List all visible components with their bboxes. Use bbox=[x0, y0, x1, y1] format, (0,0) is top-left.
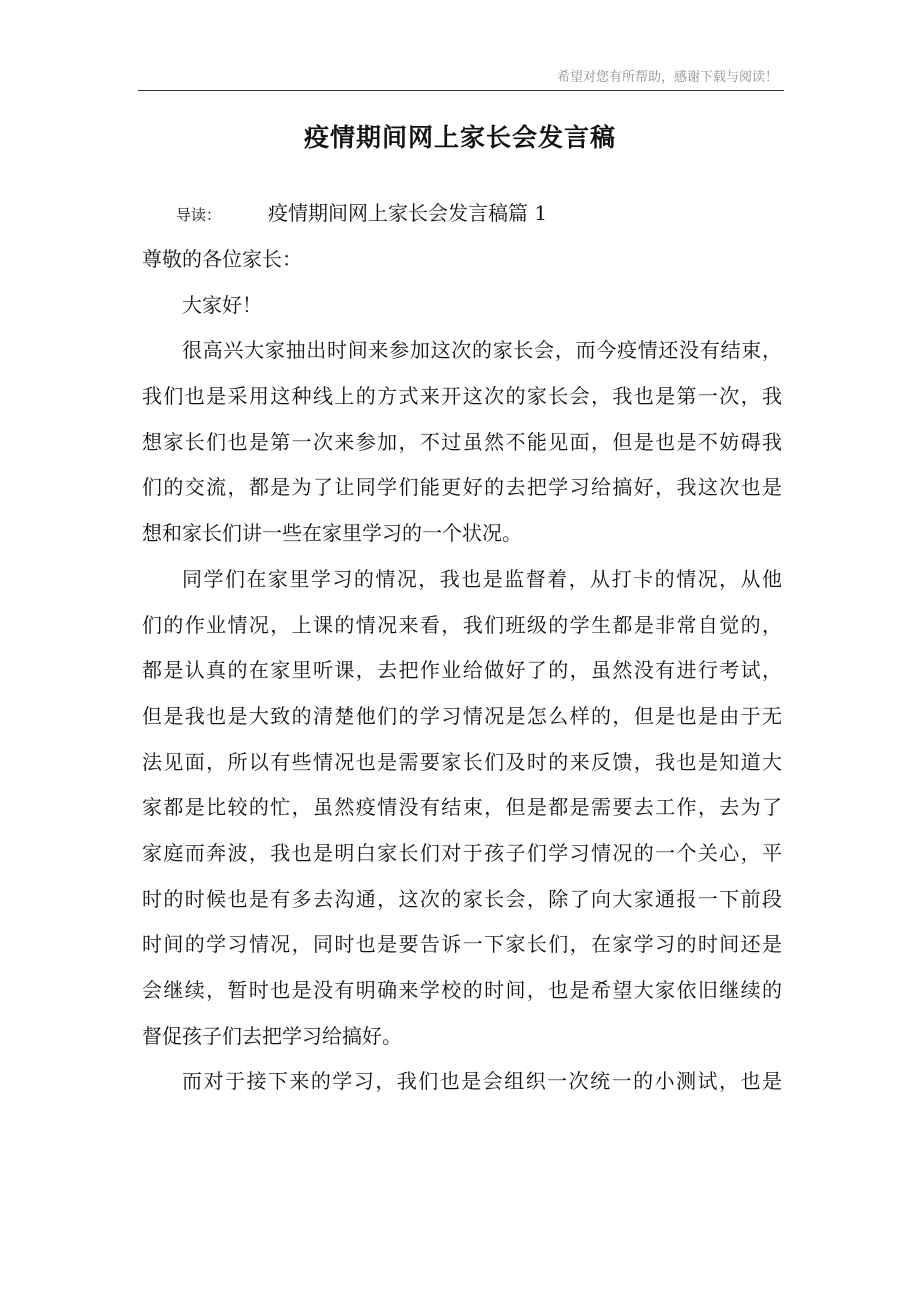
intro-line bbox=[176, 197, 547, 227]
body-line: 家都是比较的忙，虽然疫情没有结束，但是都是需要去工作，去为了 bbox=[142, 795, 782, 820]
body-line: 法见面，所以有些情况也是需要家长们及时的来反馈，我也是知道大 bbox=[142, 749, 782, 774]
body-line: 时的时候也是有多去沟通，这次的家长会，除了向大家通报一下前段 bbox=[142, 886, 782, 911]
body-line: 会继续，暂时也是没有明确来学校的时间，也是希望大家依旧继续的 bbox=[142, 978, 782, 1002]
body-line: 同学们在家里学习的情况，我也是监督着，从打卡的情况，从他 bbox=[182, 566, 782, 591]
body-line: 想和家长们讲一些在家里学习的一个状况。 bbox=[142, 521, 522, 546]
greeting-line: 大家好！ bbox=[182, 292, 262, 317]
salutation-line: 尊敬的各位家长： bbox=[142, 247, 302, 271]
intro-label: 导读： bbox=[176, 206, 222, 224]
body-line: 但是我也是大致的清楚他们的学习情况是怎么样的，但是也是由于无 bbox=[142, 703, 782, 728]
body-line: 而对于接下来的学习，我们也是会组织一次统一的小测试，也是 bbox=[182, 1069, 782, 1094]
body-line: 想家长们也是第一次来参加，不过虽然不能见面，但是也是不妨碍我 bbox=[142, 429, 782, 454]
body-line: 们的交流，都是为了让同学们能更好的去把学习给搞好，我这次也是 bbox=[142, 475, 782, 500]
header-note: 希望对您有所帮助，感谢下载与阅读！ bbox=[556, 70, 778, 85]
body-line: 时间的学习情况，同时也是要告诉一下家长们，在家学习的时间还是 bbox=[142, 932, 782, 957]
body-line: 我们也是采用这种线上的方式来开这次的家长会，我也是第一次，我 bbox=[142, 384, 782, 409]
intro-text: 疫情期间网上家长会发言稿篇 1 bbox=[268, 201, 548, 225]
body-line: 家庭而奔波，我也是明白家长们对于孩子们学习情况的一个关心，平 bbox=[142, 840, 782, 865]
document-title: 疫情期间网上家长会发言稿 bbox=[303, 123, 616, 152]
header-divider bbox=[138, 90, 784, 91]
document-body bbox=[142, 237, 782, 1105]
body-line: 们的作业情况，上课的情况来看，我们班级的学生都是非常自觉的， bbox=[142, 612, 782, 637]
body-line: 都是认真的在家里听课，去把作业给做好了的，虽然没有进行考试， bbox=[142, 658, 782, 683]
body-line: 很高兴大家抽出时间来参加这次的家长会，而今疫情还没有结束， bbox=[182, 338, 782, 363]
body-line: 督促孩子们去把学习给搞好。 bbox=[142, 1023, 402, 1048]
